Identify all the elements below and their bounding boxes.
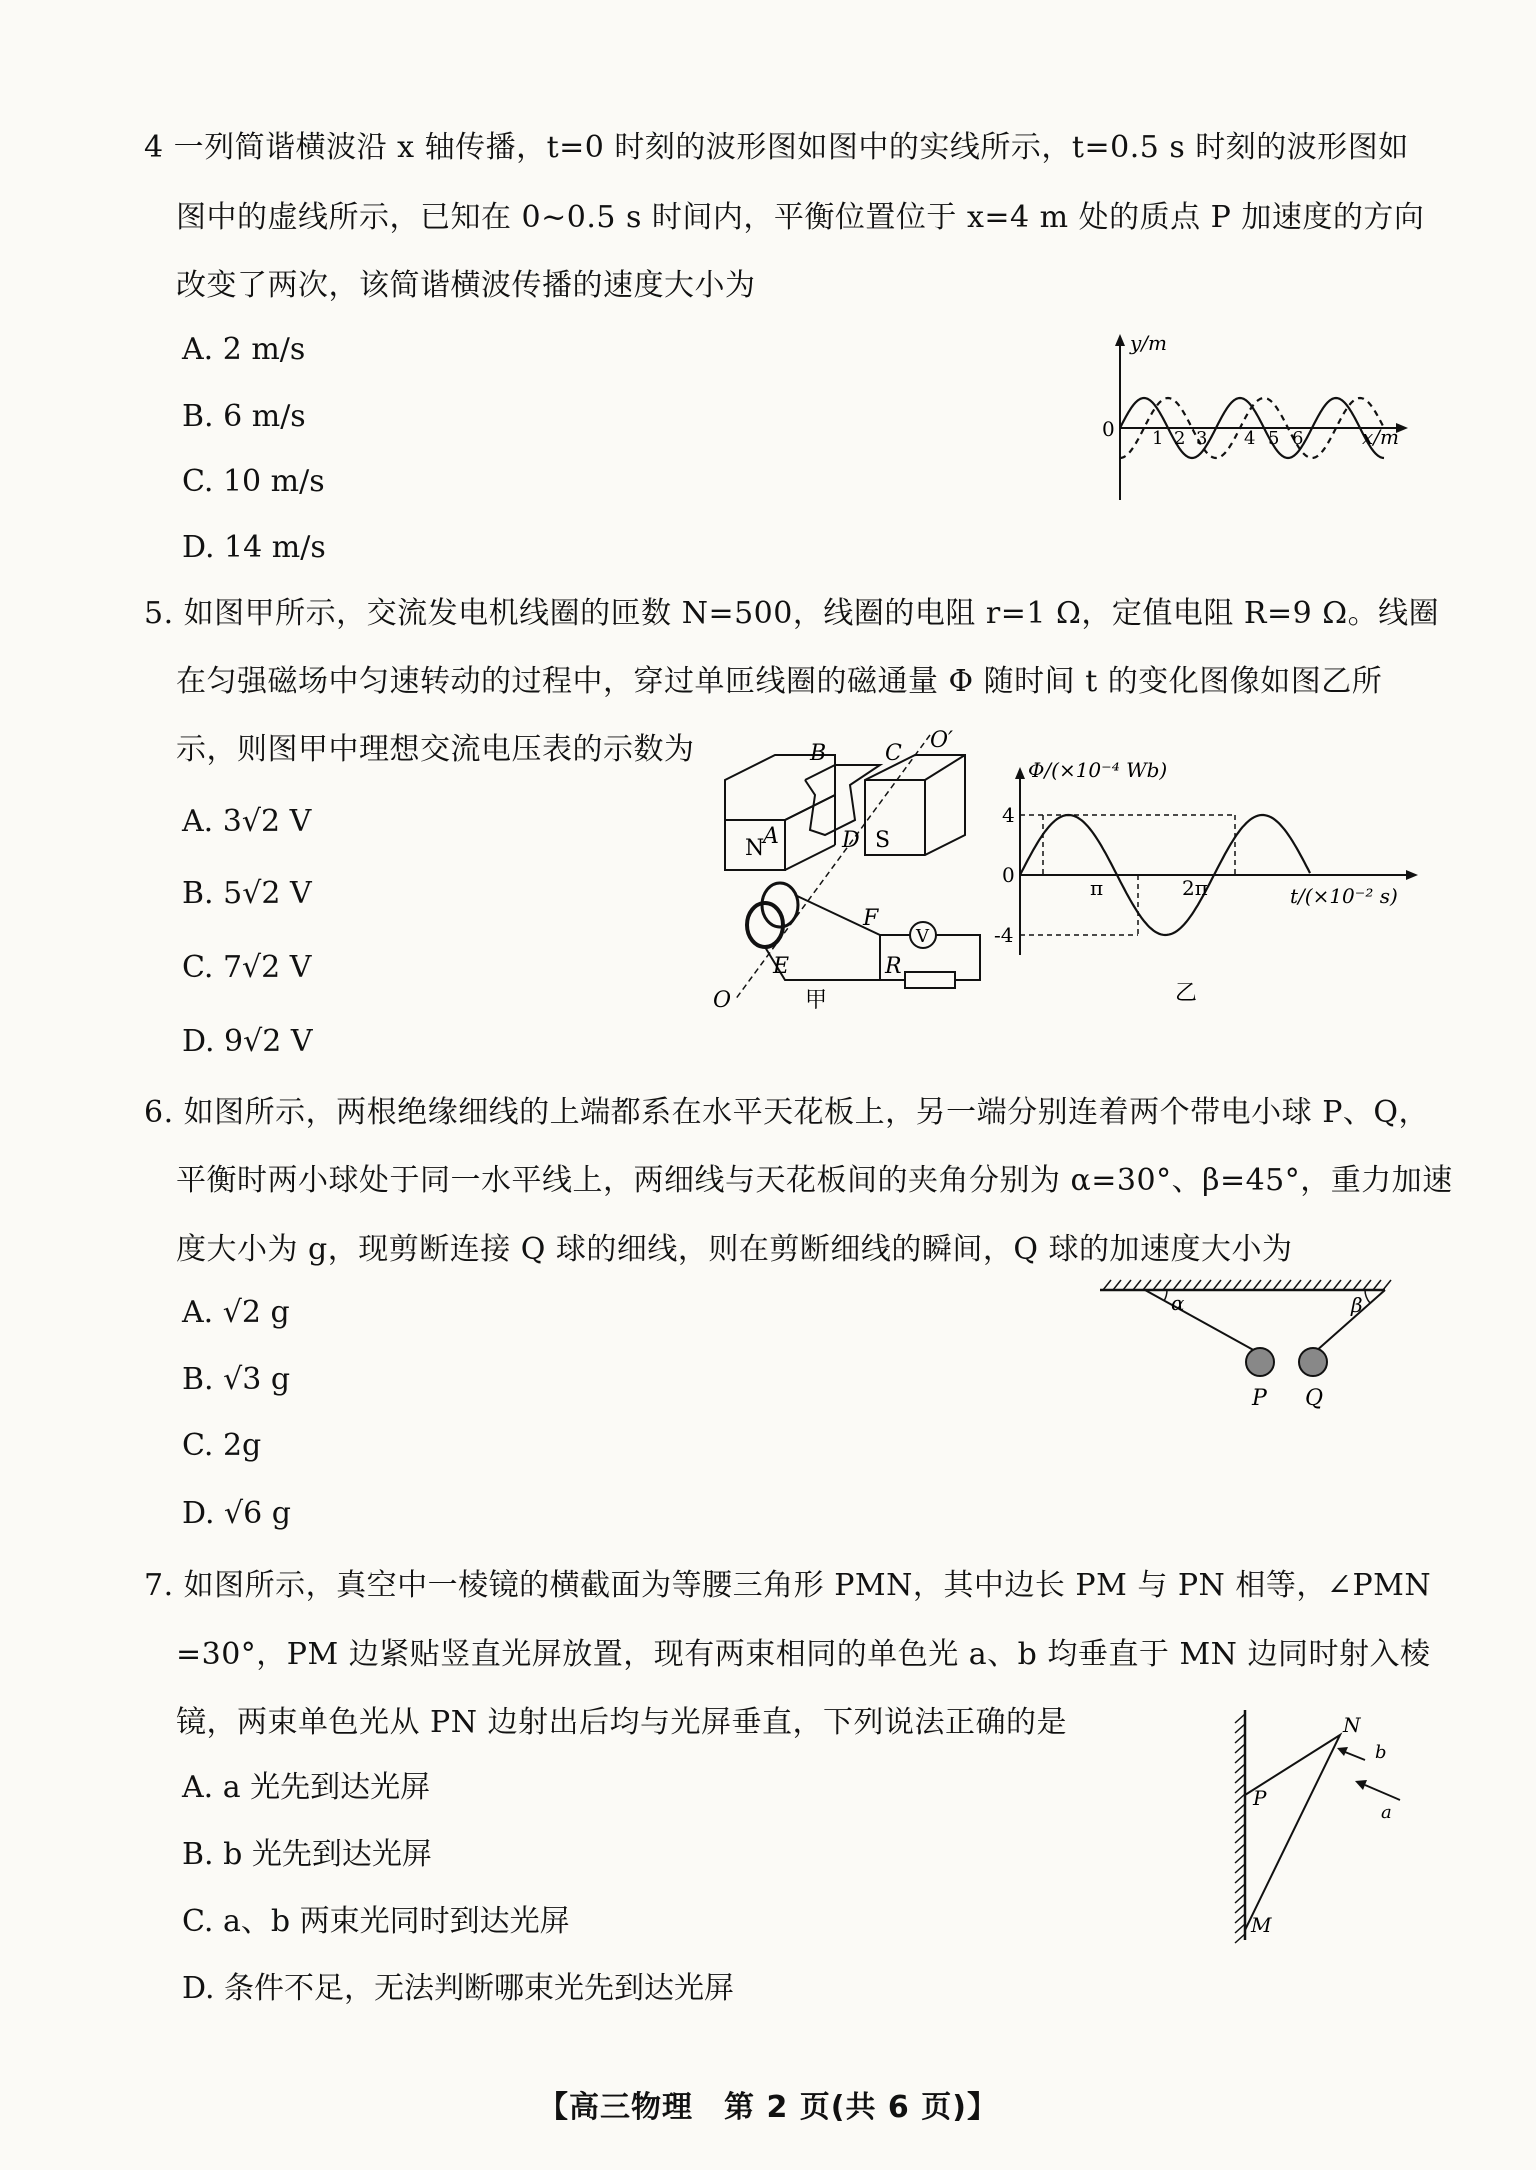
q7-option-d: D. 条件不足，无法判断哪束光先到达光屏 — [182, 1971, 735, 2006]
screen-hatch-mark — [1235, 1794, 1245, 1803]
ceiling-hatch-mark — [1233, 1280, 1241, 1290]
q5-option-b: B. 5√2 V — [182, 876, 312, 911]
q4-option-d: D. 14 m/s — [182, 530, 326, 565]
q4-tick-5: 5 — [1268, 428, 1280, 449]
q4-line-1: 4 一列简谐横波沿 x 轴传播，t=0 时刻的波形图如图中的实线所示，t=0.5 s 时刻的波形图如 — [144, 130, 1409, 165]
ceiling-hatch-mark — [1153, 1280, 1161, 1290]
screen-hatch-mark — [1235, 1784, 1245, 1793]
ceiling-hatch-mark — [1143, 1280, 1151, 1290]
q5-label-o-prime: O′ — [930, 728, 954, 753]
q5-label-e: E — [773, 954, 790, 979]
screen-hatch-mark — [1235, 1734, 1245, 1743]
q5-generator-figure-jia — [705, 725, 985, 1010]
q5-flux-ytick-0: 0 — [1002, 863, 1015, 887]
screen-hatch-mark — [1235, 1914, 1245, 1923]
ceiling-hatch-mark — [1203, 1280, 1211, 1290]
q5-label-n: N — [745, 836, 765, 861]
q5-label-d: D — [842, 828, 860, 853]
ceiling-hatch-mark — [1133, 1280, 1141, 1290]
screen-hatch-mark — [1235, 1854, 1245, 1863]
ceiling-hatch-mark — [1343, 1280, 1351, 1290]
q5-option-d: D. 9√2 V — [182, 1024, 313, 1059]
q6-option-c: C. 2g — [182, 1428, 262, 1463]
q7-line-2: =30°，PM 边紧贴竖直光屏放置，现有两束相同的单色光 a、b 均垂直于 MN 边同时射入棱 — [176, 1637, 1431, 1672]
q7-option-c: C. a、b 两束光同时到达光屏 — [182, 1904, 570, 1939]
ceiling-hatch-mark — [1303, 1280, 1311, 1290]
q4-tick-4: 4 — [1244, 428, 1256, 449]
q5-caption-jia: 甲 — [805, 988, 828, 1010]
q7-option-b: B. b 光先到达光屏 — [182, 1837, 432, 1872]
q4-line-2: 图中的虚线所示，已知在 0~0.5 s 时间内，平衡位置位于 x=4 m 处的质点 P 加速度的方向 — [176, 200, 1425, 235]
ceiling-hatch-mark — [1323, 1280, 1331, 1290]
q4-tick-3: 3 — [1196, 428, 1208, 449]
ceiling-hatch-mark — [1353, 1280, 1361, 1290]
q5-label-c: C — [885, 741, 902, 766]
q5-flux-figure-yi — [990, 755, 1430, 1015]
q5-flux-x-label: t/(×10⁻² s) — [1290, 884, 1398, 908]
screen-hatch-mark — [1235, 1844, 1245, 1853]
ceiling-hatch-mark — [1213, 1280, 1221, 1290]
q6-line-3: 度大小为 g，现剪断连接 Q 球的细线，则在剪断细线的瞬间，Q 球的加速度大小为 — [176, 1232, 1293, 1267]
q4-tick-6: 6 — [1292, 428, 1304, 449]
q5-label-o: O — [713, 988, 732, 1010]
ceiling-hatch-mark — [1313, 1280, 1321, 1290]
screen-hatch-mark — [1235, 1724, 1245, 1733]
screen-hatch-mark — [1235, 1714, 1245, 1723]
ceiling-hatch-mark — [1123, 1280, 1131, 1290]
q5-label-r: R — [885, 954, 902, 979]
screen-hatch-mark — [1235, 1754, 1245, 1763]
screen-hatch-mark — [1235, 1894, 1245, 1903]
q6-alpha-label: α — [1171, 1291, 1185, 1315]
ceiling-hatch-mark — [1363, 1280, 1371, 1290]
q5-line-3: 示，则图甲中理想交流电压表的示数为 — [176, 732, 695, 767]
q6-beta-label: β — [1351, 1293, 1363, 1317]
screen-hatch-mark — [1235, 1764, 1245, 1773]
q5-flux-xtick-pi: π — [1090, 876, 1104, 900]
q5-option-a: A. 3√2 V — [182, 804, 312, 839]
q7-p-label: P — [1253, 1786, 1267, 1810]
screen-hatch-mark — [1235, 1884, 1245, 1893]
screen-hatch-mark — [1235, 1774, 1245, 1783]
q5-flux-ytick-4: 4 — [1002, 803, 1015, 827]
q7-a-label: a — [1381, 1802, 1392, 1823]
ceiling-hatch-mark — [1193, 1280, 1201, 1290]
q4-x-label: x/m — [1362, 425, 1399, 449]
q4-option-b: B. 6 m/s — [182, 399, 306, 434]
page-footer: 【高三物理 第 2 页(共 6 页)】 — [538, 2090, 998, 2125]
screen-hatch-mark — [1235, 1804, 1245, 1813]
ceiling-hatch-mark — [1103, 1280, 1111, 1290]
q6-line-2: 平衡时两小球处于同一水平线上，两细线与天花板间的夹角分别为 α=30°、β=45°，重力加速 — [176, 1163, 1453, 1198]
ceiling-hatch-mark — [1173, 1280, 1181, 1290]
q6-p-label: P — [1252, 1386, 1267, 1411]
ceiling-hatch-mark — [1333, 1280, 1341, 1290]
q6-line-1: 6. 如图所示，两根绝缘细线的上端都系在水平天花板上，另一端分别连着两个带电小球 P、Q， — [144, 1095, 1429, 1130]
q4-y-label: y/m — [1130, 331, 1168, 355]
q7-m-label: M — [1251, 1913, 1272, 1937]
ceiling-hatch-mark — [1383, 1280, 1391, 1290]
screen-hatch-mark — [1235, 1744, 1245, 1753]
q5-option-c: C. 7√2 V — [182, 950, 312, 985]
q5-label-v: V — [916, 926, 929, 947]
ceiling-hatch-mark — [1273, 1280, 1281, 1290]
ceiling-hatch-mark — [1183, 1280, 1191, 1290]
q4-line-3: 改变了两次，该简谐横波传播的速度大小为 — [176, 268, 756, 303]
q5-line-2: 在匀强磁场中匀速转动的过程中，穿过单匝线圈的磁通量 Φ 随时间 t 的变化图像如图乙所 — [176, 664, 1383, 699]
q6-q-label: Q — [1305, 1386, 1324, 1411]
screen-hatch-mark — [1235, 1934, 1245, 1943]
q5-label-a: A — [763, 824, 779, 849]
q5-label-b: B — [810, 741, 827, 766]
q5-flux-xtick-2pi: 2π — [1182, 876, 1208, 900]
screen-hatch-mark — [1235, 1824, 1245, 1833]
q5-label-s: S — [875, 828, 891, 853]
screen-hatch-mark — [1235, 1874, 1245, 1883]
screen-hatch-mark — [1235, 1924, 1245, 1933]
ceiling-hatch-mark — [1243, 1280, 1251, 1290]
q5-line-1: 5. 如图甲所示，交流发电机线圈的匝数 N=500，线圈的电阻 r=1 Ω，定值电阻 R=9 Ω。线圈 — [144, 596, 1440, 631]
q7-option-a: A. a 光先到达光屏 — [182, 1770, 431, 1805]
screen-hatch-mark — [1235, 1864, 1245, 1873]
q4-tick-1: 1 — [1152, 428, 1164, 449]
q5-flux-ytick-neg4: -4 — [994, 923, 1014, 947]
q7-line-3: 镜，两束单色光从 PN 边射出后均与光屏垂直，下列说法正确的是 — [176, 1705, 1068, 1740]
q7-b-label: b — [1375, 1742, 1387, 1763]
ceiling-hatch-mark — [1293, 1280, 1301, 1290]
screen-hatch-mark — [1235, 1834, 1245, 1843]
q5-caption-yi: 乙 — [1175, 981, 1198, 1006]
ceiling-hatch-mark — [1253, 1280, 1261, 1290]
q5-flux-y-label: Φ/(×10⁻⁴ Wb) — [1028, 758, 1168, 782]
q6-option-d: D. √6 g — [182, 1496, 291, 1531]
q4-wave-figure — [1100, 330, 1420, 510]
q6-pendulum-figure — [1095, 1270, 1395, 1420]
q7-prism-figure — [1215, 1700, 1415, 1950]
ceiling-hatch-mark — [1163, 1280, 1171, 1290]
q6-option-b: B. √3 g — [182, 1362, 291, 1397]
screen-hatch-mark — [1235, 1814, 1245, 1823]
ceiling-hatch-mark — [1263, 1280, 1271, 1290]
q7-n-label: N — [1343, 1713, 1361, 1737]
screen-hatch-mark — [1235, 1904, 1245, 1913]
ceiling-hatch-mark — [1283, 1280, 1291, 1290]
ceiling-hatch-mark — [1373, 1280, 1381, 1290]
q7-line-1: 7. 如图所示，真空中一棱镜的横截面为等腰三角形 PMN，其中边长 PM 与 PN 相等，∠PMN — [144, 1568, 1432, 1603]
ceiling-hatch-mark — [1223, 1280, 1231, 1290]
ceiling-hatch-mark — [1113, 1280, 1121, 1290]
q4-option-a: A. 2 m/s — [182, 332, 306, 367]
q6-option-a: A. √2 g — [182, 1295, 290, 1330]
q5-label-f: F — [863, 906, 879, 931]
q4-origin: 0 — [1102, 417, 1115, 441]
q4-tick-2: 2 — [1174, 428, 1186, 449]
q4-option-c: C. 10 m/s — [182, 464, 325, 499]
